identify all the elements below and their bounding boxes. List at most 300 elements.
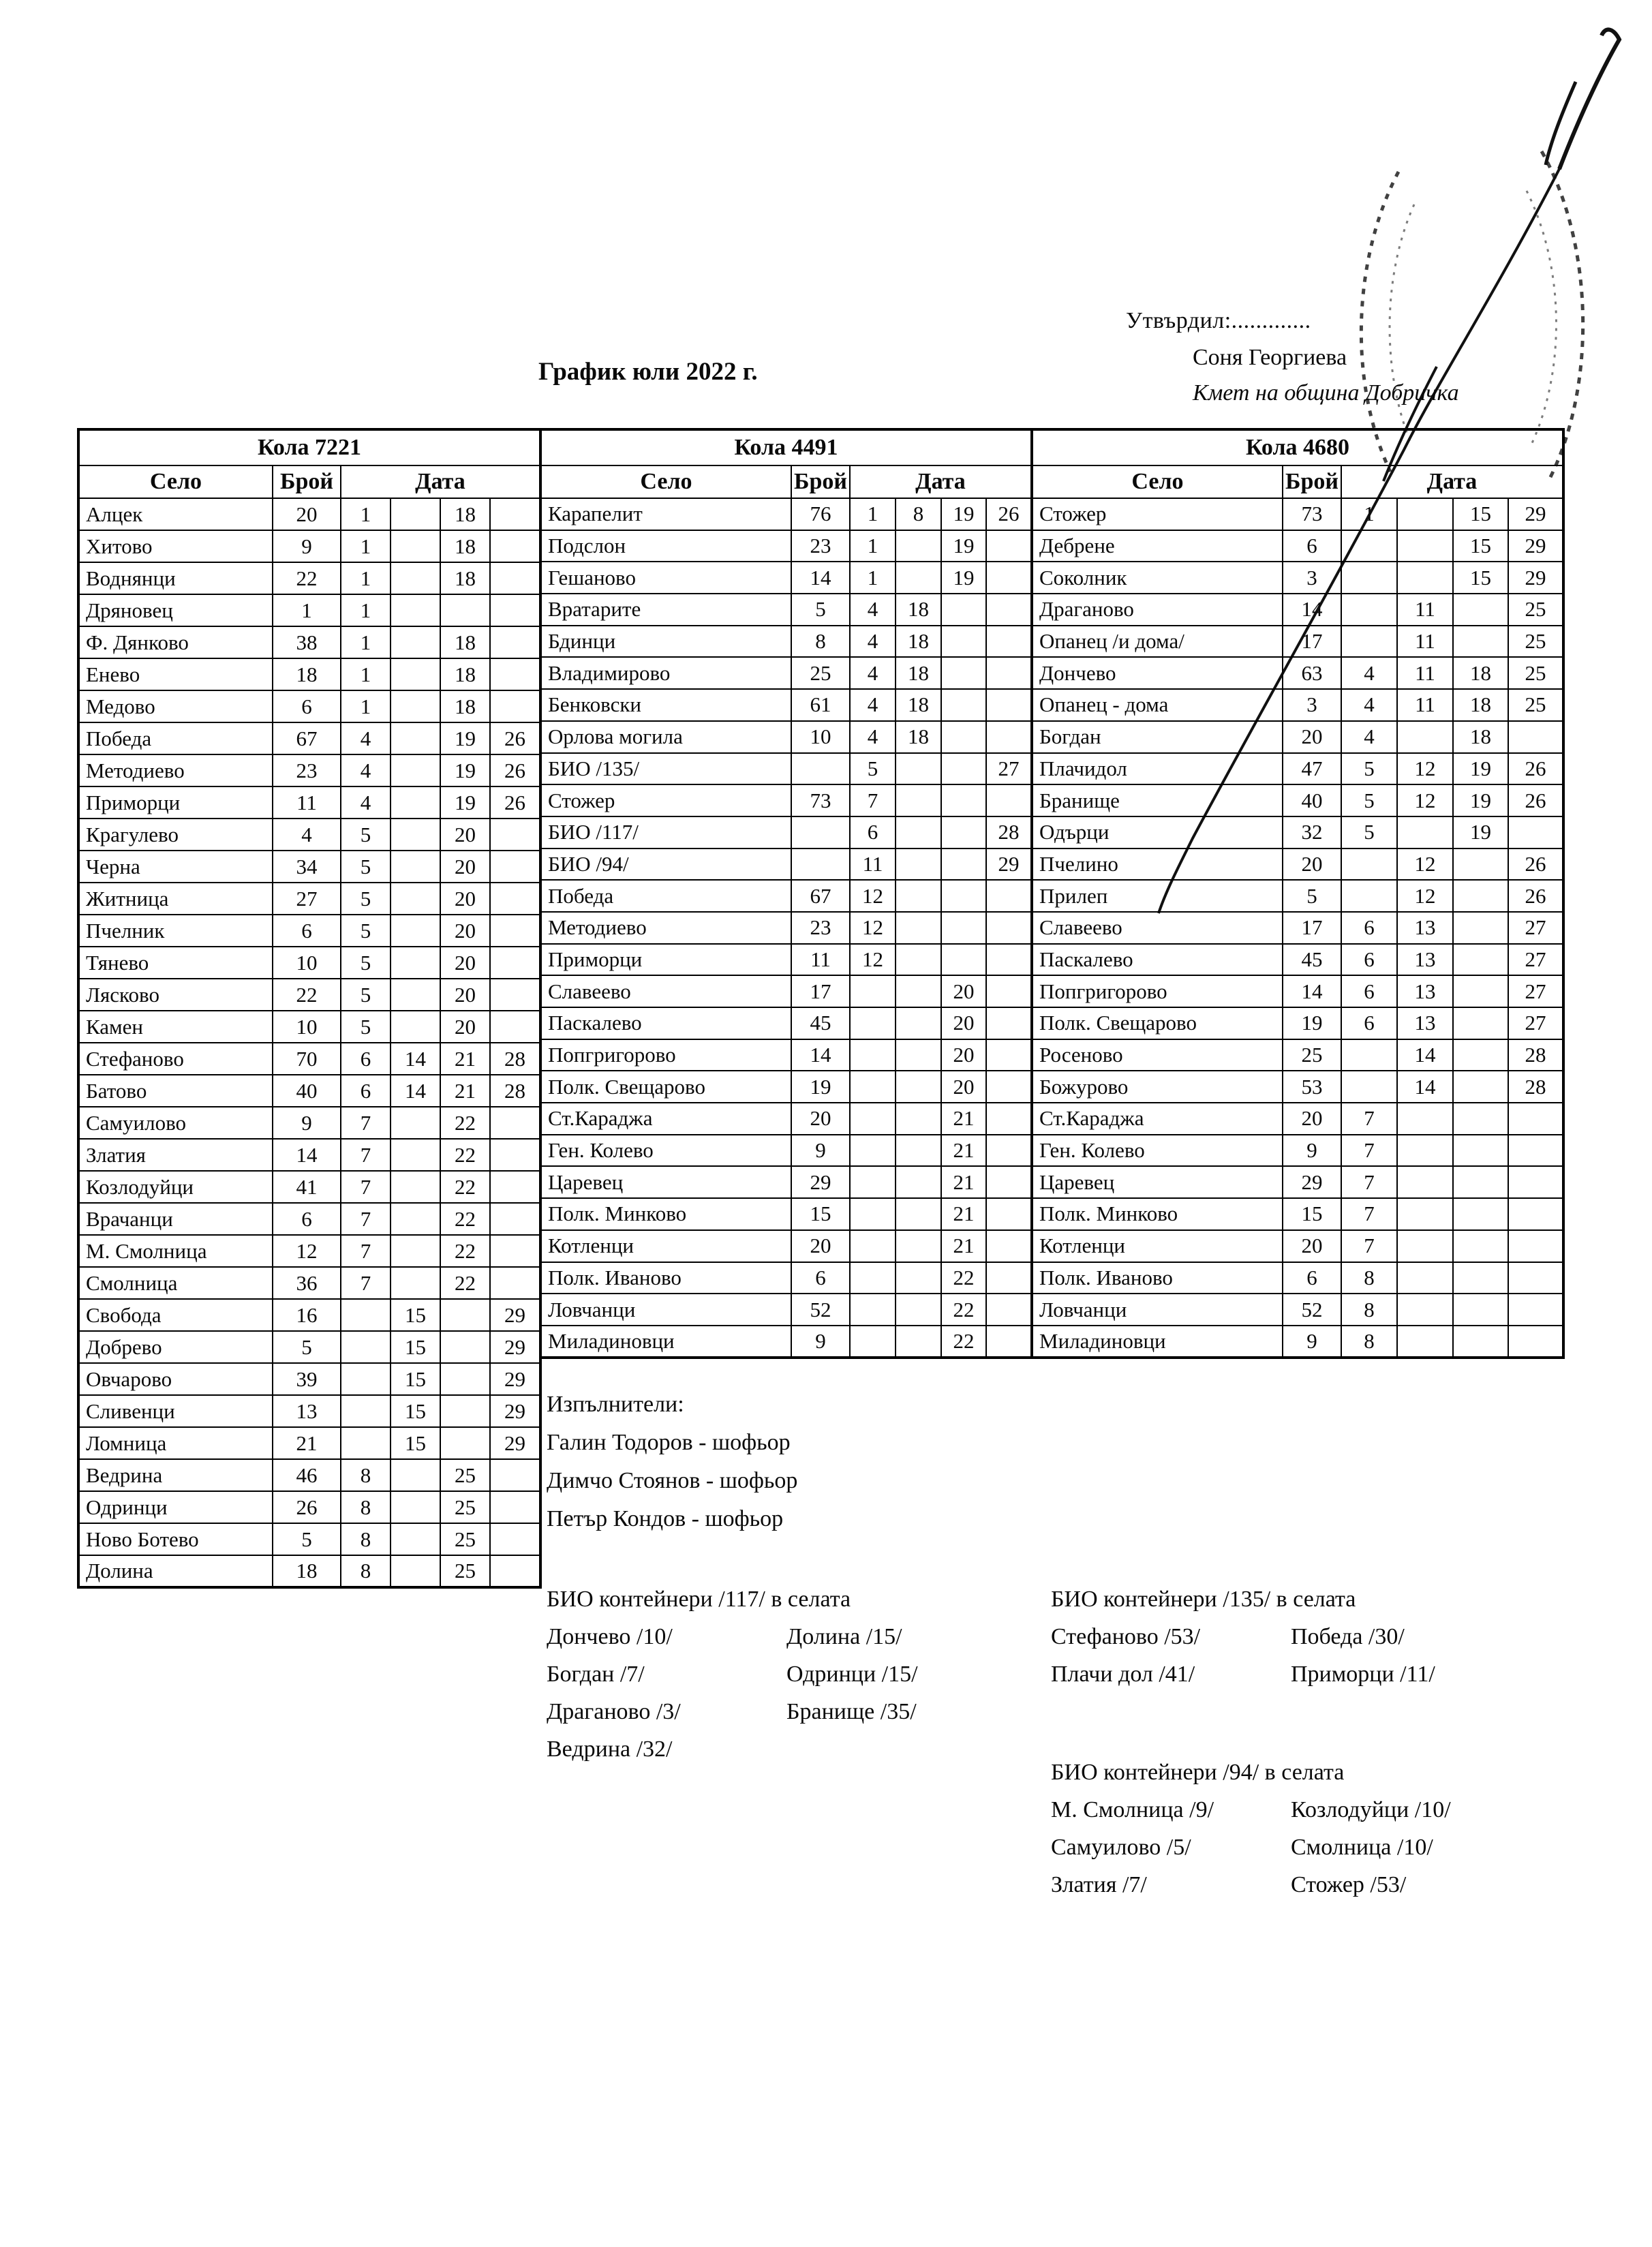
date-cell [896, 1262, 941, 1294]
date-cell [440, 1331, 490, 1363]
date-cell: 21 [440, 1075, 490, 1107]
date-cell: 19 [440, 786, 490, 819]
date-cell [896, 1198, 941, 1230]
car-title: Кола 4680 [1032, 429, 1563, 465]
date-cell [490, 915, 540, 947]
executors-label: Изпълнители: [547, 1392, 684, 1417]
stamp-arc-right-inner [1527, 191, 1556, 443]
date-cell: 6 [1341, 1007, 1397, 1039]
schedule-table-car-4491 [539, 428, 1033, 1359]
table-row [1032, 1039, 1563, 1071]
date-cell [986, 1166, 1032, 1198]
village-cell: Победа [540, 880, 791, 912]
bio-section-117 [547, 1587, 918, 1762]
date-cell: 6 [341, 1075, 391, 1107]
village-cell: Овчарово [78, 1363, 273, 1395]
village-cell: Паскалево [1032, 944, 1283, 976]
table-row [78, 1523, 540, 1555]
date-cell: 11 [1397, 626, 1453, 658]
table-row [1032, 689, 1563, 721]
count-cell: 14 [791, 1039, 850, 1071]
count-cell: 32 [1283, 816, 1341, 849]
village-cell: Ст.Караджа [540, 1103, 791, 1135]
stamp-arc-left [1361, 172, 1398, 472]
date-cell [1453, 1326, 1508, 1358]
date-cell: 25 [1508, 594, 1563, 626]
date-cell [1453, 912, 1508, 944]
date-cell: 18 [440, 626, 490, 658]
table-row [540, 530, 1032, 562]
date-cell [941, 721, 986, 753]
date-cell [490, 979, 540, 1011]
date-cell: 7 [341, 1107, 391, 1139]
date-header: Дата [850, 465, 1032, 498]
date-cell [391, 498, 440, 530]
village-cell: Крагулево [78, 819, 273, 851]
village-cell: Алцек [78, 498, 273, 530]
date-cell: 7 [850, 784, 896, 816]
date-cell: 28 [1508, 1071, 1563, 1103]
village-cell: Самуилово [78, 1107, 273, 1139]
date-cell: 26 [490, 786, 540, 819]
date-cell [850, 1007, 896, 1039]
table-row [1032, 1103, 1563, 1135]
bio-village-entry: Дончево /10/ [547, 1624, 673, 1649]
date-cell [941, 689, 986, 721]
date-cell [1453, 849, 1508, 881]
date-cell [896, 1166, 941, 1198]
count-cell: 63 [1283, 657, 1341, 689]
date-cell: 7 [1341, 1230, 1397, 1262]
date-cell [440, 1427, 490, 1459]
date-cell: 25 [440, 1459, 490, 1491]
count-cell: 25 [1283, 1039, 1341, 1071]
date-cell: 6 [1341, 912, 1397, 944]
village-cell: БИО /117/ [540, 816, 791, 849]
date-cell [1341, 562, 1397, 594]
table-row [540, 1135, 1032, 1167]
table-row [78, 1299, 540, 1331]
date-cell: 18 [1453, 721, 1508, 753]
village-cell: Дебрене [1032, 530, 1283, 562]
approver-title: Кмет на община Добричка [1193, 380, 1459, 406]
date-cell: 11 [1397, 657, 1453, 689]
bio-village-entry: Стожер /53/ [1291, 1872, 1407, 1897]
table-row [1032, 626, 1563, 658]
date-cell [391, 1107, 440, 1139]
village-cell: Ведрина [78, 1459, 273, 1491]
date-cell: 26 [490, 722, 540, 754]
date-cell: 20 [440, 915, 490, 947]
village-cell: Котленци [1032, 1230, 1283, 1262]
date-cell [896, 1135, 941, 1167]
date-cell: 4 [1341, 689, 1397, 721]
date-cell: 19 [440, 754, 490, 786]
signature-stroke-top [1559, 29, 1619, 169]
date-cell [341, 1395, 391, 1427]
date-cell [986, 1103, 1032, 1135]
date-cell: 19 [941, 562, 986, 594]
date-cell [1453, 1135, 1508, 1167]
date-cell [1397, 1103, 1453, 1135]
table-row [540, 753, 1032, 785]
date-cell: 27 [1508, 975, 1563, 1007]
date-cell [941, 880, 986, 912]
date-cell [391, 1267, 440, 1299]
village-cell: Методиево [540, 912, 791, 944]
date-cell [1508, 1326, 1563, 1358]
table-row [1032, 562, 1563, 594]
bio-section-title: БИО контейнери /94/ в селата [1051, 1760, 1345, 1785]
village-cell: Полк. Минково [540, 1198, 791, 1230]
date-cell: 4 [341, 722, 391, 754]
date-cell: 13 [1397, 975, 1453, 1007]
date-cell [1508, 816, 1563, 849]
date-cell: 5 [341, 947, 391, 979]
date-cell: 18 [896, 689, 941, 721]
date-cell [1508, 1198, 1563, 1230]
table-row [540, 689, 1032, 721]
table-row [540, 849, 1032, 881]
date-cell [391, 1523, 440, 1555]
date-cell: 22 [440, 1267, 490, 1299]
date-cell: 22 [941, 1326, 986, 1358]
date-cell: 27 [986, 753, 1032, 785]
count-cell: 45 [1283, 944, 1341, 976]
village-cell: Камен [78, 1011, 273, 1043]
date-cell: 29 [986, 849, 1032, 881]
date-cell: 19 [1453, 753, 1508, 785]
date-cell [391, 819, 440, 851]
date-cell: 26 [1508, 753, 1563, 785]
date-cell [1453, 1198, 1508, 1230]
table-row [78, 1011, 540, 1043]
date-cell: 21 [941, 1198, 986, 1230]
date-cell: 18 [896, 626, 941, 658]
date-cell [490, 562, 540, 594]
count-cell: 16 [273, 1299, 341, 1331]
table-row [78, 1267, 540, 1299]
count-cell: 3 [1283, 689, 1341, 721]
date-cell [1453, 1039, 1508, 1071]
date-cell [490, 690, 540, 722]
village-cell: БИО /94/ [540, 849, 791, 881]
village-cell: Победа [78, 722, 273, 754]
table-row [540, 594, 1032, 626]
date-cell: 5 [850, 753, 896, 785]
count-cell: 73 [1283, 498, 1341, 530]
date-cell [850, 1166, 896, 1198]
date-cell: 4 [850, 689, 896, 721]
table-row [1032, 1230, 1563, 1262]
date-cell: 13 [1397, 912, 1453, 944]
date-cell: 29 [1508, 530, 1563, 562]
count-cell: 20 [1283, 1230, 1341, 1262]
date-cell: 1 [341, 530, 391, 562]
signature-stroke-short [1546, 82, 1576, 165]
count-cell: 14 [1283, 594, 1341, 626]
date-cell [941, 912, 986, 944]
date-cell [1453, 1071, 1508, 1103]
village-cell: Хитово [78, 530, 273, 562]
date-cell [490, 1139, 540, 1171]
date-cell: 4 [341, 786, 391, 819]
date-cell: 5 [341, 979, 391, 1011]
date-cell [391, 786, 440, 819]
table-row [1032, 1135, 1563, 1167]
date-cell: 15 [391, 1395, 440, 1427]
bio-village-entry: Ведрина /32/ [547, 1737, 673, 1762]
date-cell [391, 979, 440, 1011]
count-cell [791, 849, 850, 881]
village-cell: Стефаново [78, 1043, 273, 1075]
count-cell: 11 [791, 944, 850, 976]
count-cell: 9 [273, 530, 341, 562]
date-cell: 6 [1341, 975, 1397, 1007]
table-row [78, 1139, 540, 1171]
date-cell: 15 [1453, 562, 1508, 594]
count-cell: 17 [791, 975, 850, 1007]
village-header: Село [78, 465, 273, 498]
date-cell: 7 [341, 1171, 391, 1203]
date-cell: 7 [1341, 1103, 1397, 1135]
bio-village-entry: Златия /7/ [1051, 1872, 1147, 1897]
village-cell: Соколник [1032, 562, 1283, 594]
date-cell: 7 [1341, 1135, 1397, 1167]
date-cell: 25 [1508, 657, 1563, 689]
date-cell [1397, 1294, 1453, 1326]
date-cell: 29 [1508, 562, 1563, 594]
bio-section-title: БИО контейнери /135/ в селата [1051, 1587, 1356, 1612]
table-row [540, 1007, 1032, 1039]
village-cell: Ген. Колево [1032, 1135, 1283, 1167]
village-cell: Владимирово [540, 657, 791, 689]
table-row [78, 498, 540, 530]
stamp-arc-left-inner [1390, 204, 1414, 443]
date-cell: 7 [341, 1235, 391, 1267]
date-cell [986, 1326, 1032, 1358]
count-cell: 67 [273, 722, 341, 754]
date-cell [1341, 626, 1397, 658]
date-cell [986, 1039, 1032, 1071]
bio-section-94 [1051, 1760, 1451, 1898]
village-cell: Ловчанци [540, 1294, 791, 1326]
date-cell: 21 [941, 1230, 986, 1262]
date-cell: 25 [440, 1523, 490, 1555]
date-cell [490, 1171, 540, 1203]
date-cell [391, 754, 440, 786]
date-cell [986, 1007, 1032, 1039]
schedule-table-car-7221 [77, 428, 542, 1589]
date-cell: 1 [850, 562, 896, 594]
date-cell [1508, 1230, 1563, 1262]
date-cell [391, 1555, 440, 1587]
date-cell: 15 [1453, 530, 1508, 562]
table-row [1032, 1262, 1563, 1294]
date-cell: 26 [1508, 880, 1563, 912]
table-row [540, 721, 1032, 753]
table-row [78, 883, 540, 915]
count-cell: 38 [273, 626, 341, 658]
date-cell: 7 [341, 1203, 391, 1235]
date-cell: 1 [341, 562, 391, 594]
date-cell [850, 1103, 896, 1135]
date-cell [490, 1491, 540, 1523]
date-cell: 29 [490, 1395, 540, 1427]
date-cell [1341, 849, 1397, 881]
date-cell: 25 [440, 1491, 490, 1523]
date-cell: 1 [850, 498, 896, 530]
village-cell: Полк. Свещарово [540, 1071, 791, 1103]
date-cell: 28 [986, 816, 1032, 849]
table-row [540, 816, 1032, 849]
date-cell [490, 498, 540, 530]
table-row [540, 1262, 1032, 1294]
table-row [78, 1491, 540, 1523]
count-cell: 76 [791, 498, 850, 530]
date-cell [896, 753, 941, 785]
village-cell: Пчелино [1032, 849, 1283, 881]
count-cell: 6 [273, 915, 341, 947]
date-cell [490, 1555, 540, 1587]
page-title: График юли 2022 г. [538, 358, 758, 386]
count-cell: 14 [1283, 975, 1341, 1007]
date-cell [986, 721, 1032, 753]
count-cell: 40 [273, 1075, 341, 1107]
date-cell: 8 [1341, 1262, 1397, 1294]
village-cell: Долина [78, 1555, 273, 1587]
date-cell [986, 626, 1032, 658]
date-cell [896, 1294, 941, 1326]
count-cell: 19 [791, 1071, 850, 1103]
count-cell: 18 [273, 1555, 341, 1587]
car-title: Кола 4491 [540, 429, 1032, 465]
approver-name: Соня Георгиева [1193, 345, 1347, 370]
date-cell [490, 1267, 540, 1299]
village-cell: Опанец - дома [1032, 689, 1283, 721]
date-cell: 28 [490, 1043, 540, 1075]
table-row [540, 1198, 1032, 1230]
date-cell [490, 626, 540, 658]
count-cell: 5 [791, 594, 850, 626]
count-cell: 14 [791, 562, 850, 594]
date-cell [896, 562, 941, 594]
village-cell: Лясково [78, 979, 273, 1011]
bio-row [1051, 1872, 1451, 1898]
table-row [78, 1331, 540, 1363]
date-cell: 22 [440, 1107, 490, 1139]
date-cell: 5 [341, 819, 391, 851]
schedule-table-car-4680 [1030, 428, 1565, 1359]
executor-item: Димчо Стоянов - шофьор [547, 1468, 798, 1493]
table-row [78, 786, 540, 819]
date-cell [1453, 975, 1508, 1007]
date-cell: 18 [440, 690, 490, 722]
car-title: Кола 7221 [78, 429, 540, 465]
date-cell: 18 [1453, 689, 1508, 721]
table-row [78, 594, 540, 626]
date-cell [896, 1039, 941, 1071]
village-cell: Житница [78, 883, 273, 915]
date-cell [896, 1071, 941, 1103]
date-cell: 8 [896, 498, 941, 530]
table-row [78, 1043, 540, 1075]
date-cell: 15 [391, 1363, 440, 1395]
count-cell: 14 [273, 1139, 341, 1171]
bio-row [547, 1624, 918, 1650]
date-cell: 18 [440, 658, 490, 690]
village-cell: Ломница [78, 1427, 273, 1459]
table-row [540, 944, 1032, 976]
date-cell [391, 530, 440, 562]
count-cell: 21 [273, 1427, 341, 1459]
date-cell: 15 [391, 1427, 440, 1459]
village-cell: Паскалево [540, 1007, 791, 1039]
village-cell: Методиево [78, 754, 273, 786]
date-cell: 28 [1508, 1039, 1563, 1071]
table-row [78, 1363, 540, 1395]
date-cell [850, 1198, 896, 1230]
count-cell: 6 [1283, 1262, 1341, 1294]
count-cell: 17 [1283, 626, 1341, 658]
count-cell: 29 [791, 1166, 850, 1198]
date-cell [1453, 880, 1508, 912]
date-cell [440, 1395, 490, 1427]
village-cell: БИО /135/ [540, 753, 791, 785]
date-cell [941, 849, 986, 881]
village-cell: Ф. Дянково [78, 626, 273, 658]
date-cell: 1 [341, 690, 391, 722]
date-cell [1453, 1007, 1508, 1039]
date-cell [391, 851, 440, 883]
date-cell: 15 [391, 1331, 440, 1363]
date-cell [1397, 530, 1453, 562]
village-header: Село [540, 465, 791, 498]
date-cell: 20 [941, 1007, 986, 1039]
table-row [1032, 1326, 1563, 1358]
date-cell: 21 [941, 1103, 986, 1135]
date-cell [1341, 530, 1397, 562]
date-cell [986, 975, 1032, 1007]
date-cell: 21 [941, 1166, 986, 1198]
date-cell: 11 [1397, 689, 1453, 721]
date-cell: 12 [1397, 784, 1453, 816]
date-cell [1453, 1230, 1508, 1262]
date-cell: 28 [490, 1075, 540, 1107]
date-cell [896, 1103, 941, 1135]
count-cell: 15 [791, 1198, 850, 1230]
date-cell: 22 [440, 1203, 490, 1235]
date-cell: 20 [440, 1011, 490, 1043]
date-cell: 7 [1341, 1198, 1397, 1230]
date-cell: 20 [941, 975, 986, 1007]
count-cell [791, 816, 850, 849]
village-cell: Карапелит [540, 498, 791, 530]
date-cell [391, 1139, 440, 1171]
village-cell: Воднянци [78, 562, 273, 594]
date-cell: 8 [1341, 1294, 1397, 1326]
count-cell: 3 [1283, 562, 1341, 594]
count-cell: 8 [791, 626, 850, 658]
village-cell: Добрево [78, 1331, 273, 1363]
count-cell: 6 [273, 690, 341, 722]
date-cell [896, 1007, 941, 1039]
date-cell: 27 [1508, 944, 1563, 976]
count-cell: 9 [273, 1107, 341, 1139]
date-cell: 14 [391, 1075, 440, 1107]
date-cell [850, 1326, 896, 1358]
date-header: Дата [341, 465, 540, 498]
